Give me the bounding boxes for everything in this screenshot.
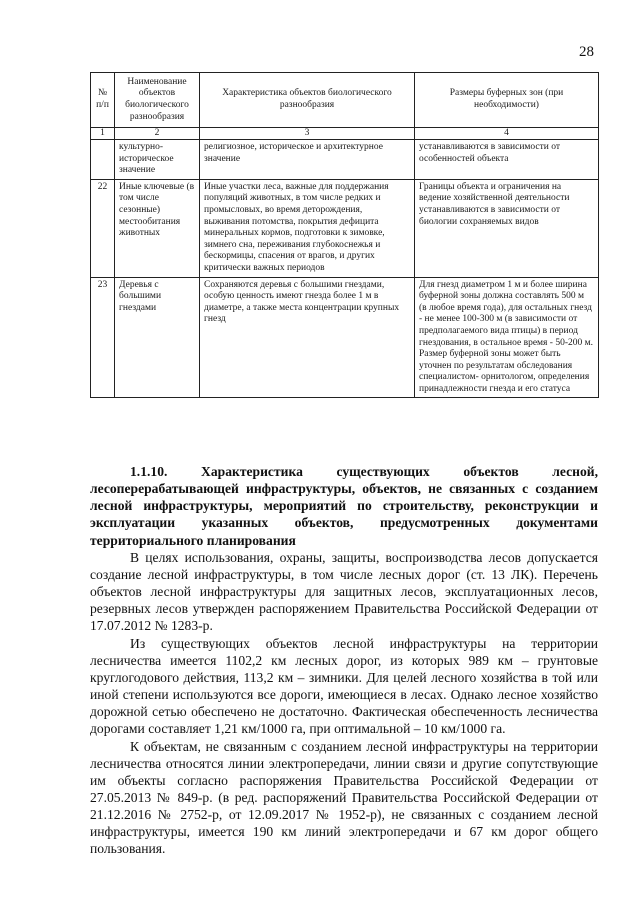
section-title: Характеристика существующих объектов лесной, лесоперерабатывающей инфраструктуры, объектов, не связанных с созданием лесной инфраструктуры, мероприятий по строительству, реконструкции и эксплуатации указанных объектов, предусмотренных документами территориального планирования [90,464,598,548]
row-characteristic: Сохраняются деревья с большими гнездами, особую ценность имеют гнезда более 1 м в диаметре, а также места концентрации крупных гнезд [200,277,415,398]
table-header-row [91,73,599,128]
row-buffer: Границы объекта и ограничения на ведение хозяйственной деятельности устанавливаются в зависимости от биологии сохраняемых видов [415,179,599,277]
row-buffer: Для гнезд диаметром 1 м и более ширина буферной зоны должна составлять 500 м (в любое время года), для остальных гнезд - не менее 100-300 м (в зависимости от предполагаемого вида птицы) в период гнездования, в остальное время - 50-200 м. Размер буферной зоны может быть уточнен по результатам обследования специалистом- орнитологом, определения принадлежности гнезда и его статуса [415,277,599,398]
section-heading [90,463,598,549]
column-number: 3 [200,128,415,140]
row-object-name: Деревья с большими гнездами [115,277,200,398]
header-name: Наименование объектов биологического разнообразия [115,73,200,128]
row-characteristic: религиозное, историческое и архитектурное значение [200,140,415,180]
column-numbers-row [91,128,599,140]
page-number: 28 [579,44,594,60]
paragraph: В целях использования, охраны, защиты, воспроизводства лесов допускается создание лесной инфраструктуры, в том числе лесных дорог (ст. 13 ЛК). Перечень объектов лесной инфраструктуры для защитных лесов, эксплуатационных лесов, резервных лесов утвержден распоряжением Правительства Российской Федерации от 17.07.2012 № 1283-р. [90,549,598,634]
section-number: 1.1.10. [130,464,168,479]
row-number: 22 [91,179,115,277]
table-row [91,179,599,277]
paragraph: Из существующих объектов лесной инфраструктуры на территории лесничества имеется 1102,2 км лесных дорог, из которых 989 км – грунтовые круглогодового действия, 113,2 км – зимники. Для целей лесного хозяйства в той или иной степени используются все дороги, имеющиеся в лесах. Однако лесное хозяйство дорожной сетью обеспечено не достаточно. Фактическая обеспеченность лесничества дорогами составляет 1,21 км/1000 га, при оптимальной – 10 км/1000 га. [90,635,598,737]
column-number: 4 [415,128,599,140]
row-buffer: устанавливаются в зависимости от особенностей объекта [415,140,599,180]
row-number: 23 [91,277,115,398]
table-row [91,277,599,398]
column-number: 2 [115,128,200,140]
row-number [91,140,115,180]
biodiversity-table [90,72,599,398]
paragraph: К объектам, не связанным с созданием лесной инфраструктуры на территории лесничества относятся линии электропередачи, линии связи и другие сопутствующие им объекты согласно распоряжения Правительства Российской Федерации от 27.05.2013 № 849-р. (в ред. распоряжений Правительства Российской Федерации от 21.12.2016 № 2752-р, от 12.09.2017 № 1952-р), не связанных с созданием лесной инфраструктуры, имеется 190 км линий электропередачи и 67 км дорог общего пользования. [90,738,598,857]
header-characteristic: Характеристика объектов биологического разнообразия [200,73,415,128]
table-row [91,140,599,180]
row-object-name: Иные ключевые (в том числе сезонные) местообитания животных [115,179,200,277]
row-object-name: культурно-историческое значение [115,140,200,180]
header-num: № п/п [91,73,115,128]
header-buffer: Размеры буферных зон (при необходимости) [415,73,599,128]
section-body [90,463,598,858]
row-characteristic: Иные участки леса, важные для поддержания популяций животных, в том числе редких и промысловых, во время деторождения, выживания потомства, покрытия дефицита минеральных кормов, подготовки к зимовке, зимнего сна, переживания глубокоснежья и бескормицы, спасения от врагов, и других критически важных периодов [200,179,415,277]
column-number: 1 [91,128,115,140]
